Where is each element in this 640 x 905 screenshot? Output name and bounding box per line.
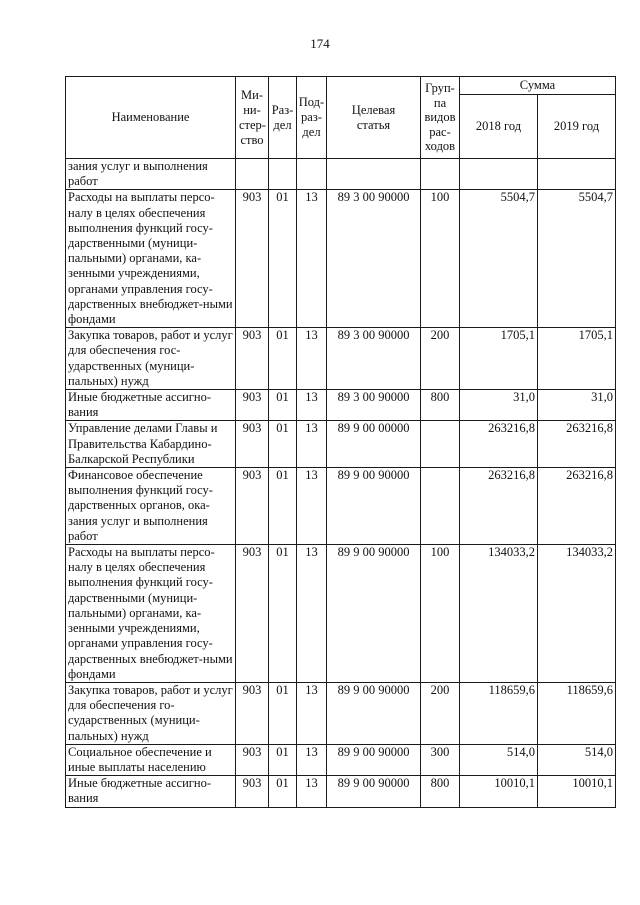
cell-subsection: 13 [297,468,327,545]
cell-target: 89 3 00 90000 [327,328,421,390]
cell-sum-2018: 10010,1 [460,776,538,807]
cell-name: Социальное обеспечение и иные выплаты населению [66,744,236,775]
cell-sum-2019: 118659,6 [538,682,616,744]
table-row [66,682,616,744]
header-name: Наименование [66,77,236,159]
cell-target: 89 3 00 90000 [327,190,421,328]
cell-section: 01 [269,328,297,390]
cell-subsection: 13 [297,421,327,468]
cell-ministry [236,159,269,190]
header-section-label: Раз- дел [271,102,294,132]
cell-subsection: 13 [297,744,327,775]
cell-sum-2018 [460,159,538,190]
cell-target: 89 9 00 90000 [327,682,421,744]
cell-sum-2018: 5504,7 [460,190,538,328]
header-subsection [297,77,327,159]
cell-sum-2018: 1705,1 [460,328,538,390]
cell-expense-group: 300 [421,744,460,775]
cell-name: Расходы на выплаты персо-налу в целях обеспечения выполнения функций госу-дарственными (муници-пальными) органами, ка-зенными учреждениями, органами управления госу-дарственных внебюджет-ными фондами [66,545,236,683]
table-row [66,190,616,328]
cell-expense-group: 200 [421,328,460,390]
cell-target: 89 9 00 90000 [327,776,421,807]
cell-expense-group [421,468,460,545]
header-target-label: Целевая статья [351,103,396,132]
cell-section: 01 [269,190,297,328]
header-ministry-label: Ми- ни- стер- ство [239,87,266,147]
cell-subsection: 13 [297,390,327,421]
header-section [269,77,297,159]
header-subsection-label: Под- раз- дел [298,95,325,139]
table-row [66,390,616,421]
cell-target: 89 9 00 90000 [327,468,421,545]
cell-expense-group [421,421,460,468]
cell-subsection: 13 [297,190,327,328]
cell-name: зания услуг и выполнения работ [66,159,236,190]
cell-target: 89 9 00 00000 [327,421,421,468]
cell-sum-2018: 118659,6 [460,682,538,744]
cell-sum-2019 [538,159,616,190]
cell-sum-2019: 263216,8 [538,421,616,468]
cell-expense-group: 100 [421,545,460,683]
cell-name: Расходы на выплаты персо-налу в целях обеспечения выполнения функций госу-дарственными (муници-пальными) органами, ка-зенными учреждениями, органами управления госу-дарственных внебюджет-ными фондами [66,190,236,328]
table-row [66,776,616,807]
cell-subsection: 13 [297,776,327,807]
table-row [66,159,616,190]
cell-target: 89 9 00 90000 [327,545,421,683]
cell-subsection: 13 [297,545,327,683]
page-number: 174 [310,36,330,51]
cell-subsection [297,159,327,190]
cell-ministry: 903 [236,468,269,545]
cell-name: Финансовое обеспечение выполнения функций госу-дарственных органов, ока-зания услуг и выполнения работ [66,468,236,545]
cell-section: 01 [269,682,297,744]
cell-sum-2019: 31,0 [538,390,616,421]
cell-ministry: 903 [236,776,269,807]
cell-ministry: 903 [236,190,269,328]
cell-ministry: 903 [236,744,269,775]
cell-sum-2019: 263216,8 [538,468,616,545]
cell-subsection: 13 [297,682,327,744]
cell-sum-2019: 514,0 [538,744,616,775]
header-ministry [236,77,269,159]
header-year-2018: 2018 год [460,95,538,159]
table-row [66,744,616,775]
cell-sum-2019: 5504,7 [538,190,616,328]
cell-section: 01 [269,421,297,468]
cell-sum-2018: 514,0 [460,744,538,775]
cell-sum-2018: 134033,2 [460,545,538,683]
header-year-2019: 2019 год [538,95,616,159]
cell-ministry: 903 [236,682,269,744]
cell-sum-2018: 31,0 [460,390,538,421]
cell-sum-2018: 263216,8 [460,421,538,468]
cell-section: 01 [269,468,297,545]
cell-ministry: 903 [236,328,269,390]
header-target [327,77,421,159]
cell-sum-2018: 263216,8 [460,468,538,545]
cell-name: Закупка товаров, работ и услуг для обеспечения го-сударственных (муници-пальных) нужд [66,682,236,744]
cell-sum-2019: 134033,2 [538,545,616,683]
cell-expense-group: 800 [421,390,460,421]
cell-section: 01 [269,390,297,421]
table-row [66,545,616,683]
cell-expense-group: 200 [421,682,460,744]
cell-expense-group [421,159,460,190]
cell-subsection: 13 [297,328,327,390]
table-row [66,328,616,390]
cell-ministry: 903 [236,421,269,468]
cell-section: 01 [269,776,297,807]
cell-section: 01 [269,744,297,775]
cell-name: Иные бюджетные ассигно-вания [66,776,236,807]
cell-target: 89 3 00 90000 [327,390,421,421]
cell-target: 89 9 00 90000 [327,744,421,775]
cell-expense-group: 800 [421,776,460,807]
cell-ministry: 903 [236,545,269,683]
header-sum: Сумма [460,77,616,95]
cell-sum-2019: 10010,1 [538,776,616,807]
budget-table [65,76,616,808]
cell-name: Закупка товаров, работ и услуг для обеспечения гос-ударственных (муници-пальных) нужд [66,328,236,390]
table-row [66,421,616,468]
cell-name: Иные бюджетные ассигно-вания [66,390,236,421]
header-expense-group-label: Груп- па видов рас- ходов [424,81,456,154]
cell-target [327,159,421,190]
cell-section: 01 [269,545,297,683]
cell-name: Управление делами Главы и Правительства Кабардино-Балкарской Республики [66,421,236,468]
cell-sum-2019: 1705,1 [538,328,616,390]
cell-section [269,159,297,190]
cell-expense-group: 100 [421,190,460,328]
table-row [66,468,616,545]
header-expense-group [421,77,460,159]
cell-ministry: 903 [236,390,269,421]
